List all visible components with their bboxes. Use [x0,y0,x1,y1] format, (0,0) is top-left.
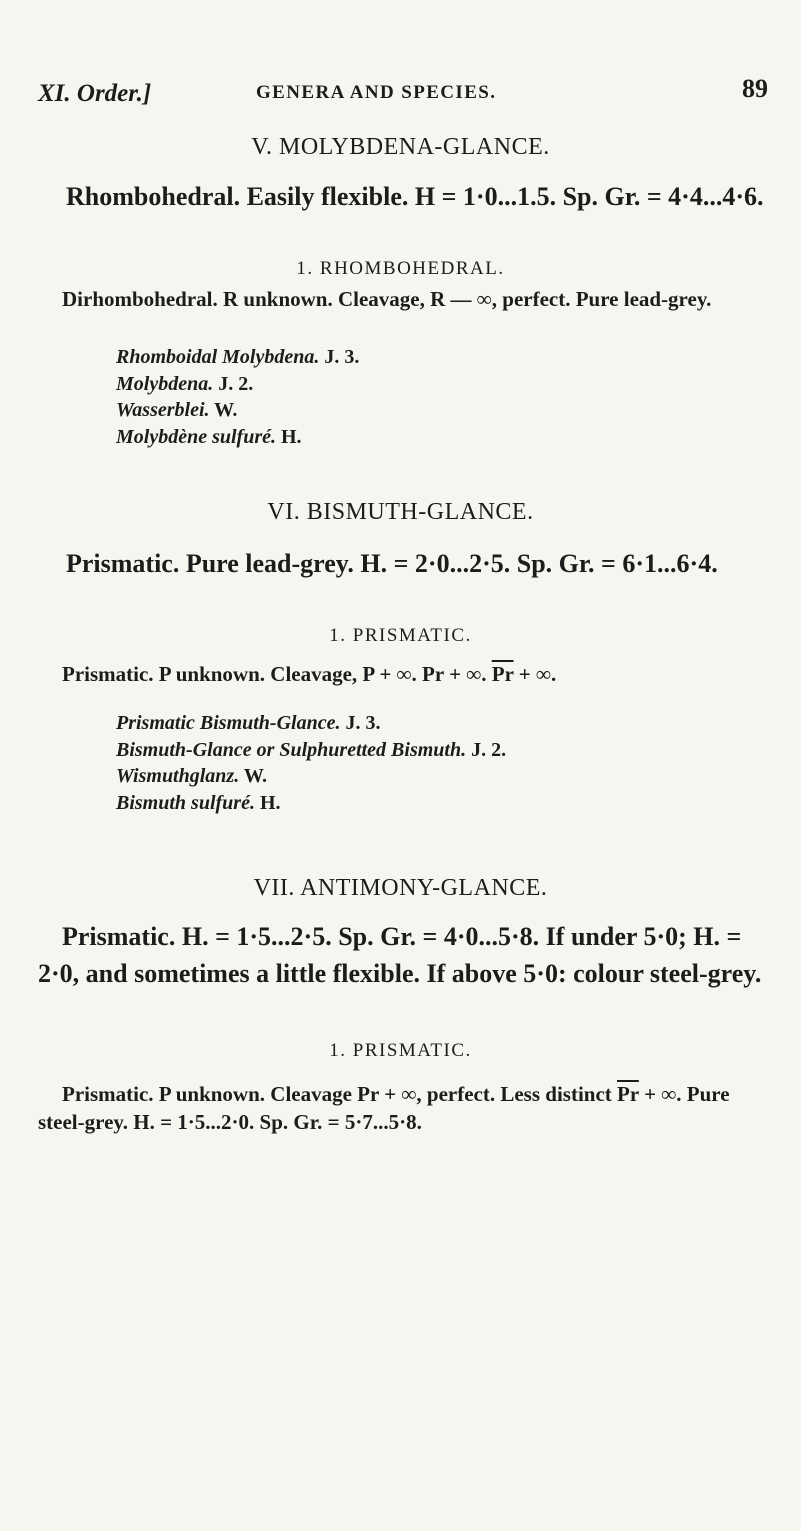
species-description: Prismatic. P unknown. Cleavage Pr + ∞, perfect. Less distinct $\overline{Pr}$ + ∞. Pure steel-grey. H. = 1·5...2·0. Sp. Gr. = 5·7...5·8. [38,1082,730,1134]
genus-title: V. MOLYBDENA-GLANCE. [251,134,550,160]
genus-character: Prismatic. H. = 1·5...2·5. Sp. Gr. = 4·0...5·8. If under 5·0; H. = 2·0, and sometimes a little flexible. If above 5·0: colour steel-grey. [38,922,762,988]
genus-title: VII. ANTIMONY-GLANCE. [253,875,548,901]
species-description: Dirhombohedral. R unknown. Cleavage, R — ∞, perfect. Pure lead-grey. [62,287,712,311]
synonym-list [116,710,736,816]
synonym-item: Wasserblei. W. [116,399,238,421]
genus-title: VI. BISMUTH-GLANCE. [267,499,534,525]
species-title: 1. PRISMATIC. [329,1040,472,1061]
genus-character: Prismatic. Pure lead-grey. H. = 2·0...2·5. Sp. Gr. = 6·1...6·4. [66,549,718,578]
synonym-item: Bismuth-Glance or Sulphuretted Bismuth. J. 2. [116,738,507,761]
synonym-item: Molybdène sulfuré. H. [116,425,302,448]
genus-character: Rhombohedral. Easily flexible. H = 1·0...1.5. Sp. Gr. = 4·4...4·6. [66,182,764,211]
synonym-list [116,344,736,450]
running-title: GENERA AND SPECIES. [256,82,497,103]
species-description: Prismatic. P unknown. Cleavage, P + ∞. Pr + ∞. $\overline{Pr}$ + ∞. [62,662,557,686]
page-number: 89 [742,74,768,103]
species-title: 1. RHOMBOHEDRAL. [296,258,505,279]
species-title: 1. PRISMATIC. [329,625,472,646]
chapter-reference: XI. Order.] [38,80,152,107]
synonym-item: Bismuth sulfuré. H. [116,791,281,814]
synonym-item: Rhomboidal Molybdena. J. 3. [116,346,360,368]
synonym-item: Wismuthglanz. W. [116,765,268,787]
synonym-item: Prismatic Bismuth-Glance. J. 3. [116,712,381,734]
synonym-item: Molybdena. J. 2. [116,372,254,395]
running-head [38,74,768,114]
